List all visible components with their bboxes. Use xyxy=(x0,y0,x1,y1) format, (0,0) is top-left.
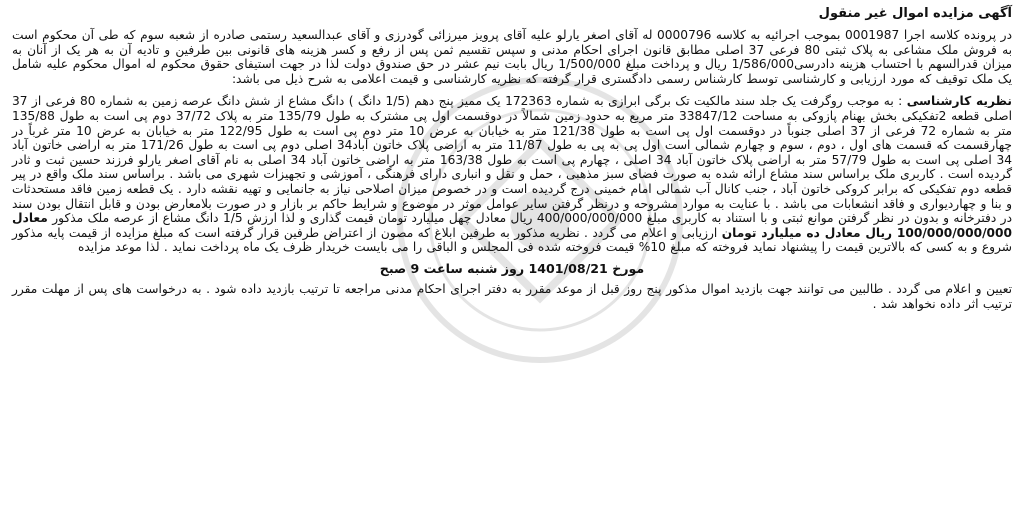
valuation-amount: معادل 100/000/000/000 ریال معادل ده میلیارد تومان xyxy=(12,211,1012,240)
expert-opinion-label: نظریه کارشناسی xyxy=(906,94,1013,109)
auction-date: مورخ 1401/08/21 روز شنبه ساعت 9 صبح xyxy=(379,260,645,276)
notice-paragraph-closing: تعیین و اعلام می گردد . طالبین می توانند جهت بازدید اموال مذکور پنج روز قبل از موعد مقرر به دفتر اجرای احکام مدنی مراجعه تا ترتیب بازدید داده شود . به درخواست های پس از مهلت مقرر ترتیب اثر داده نخواهد شد . xyxy=(12,281,1012,311)
notice-paragraph-expert xyxy=(12,94,1012,255)
notice-paragraph-intro: در پرونده کلاسه اجرا 0001987 بموجب اجرائیه به کلاسه 0000796 له آقای اصغر یارلو علیه آقای پرویز میرزائی گودرزی و آقای عبدالسعید رستمی صادره از شعبه سوم که طی آن محکوم است به فروش ملک مشاعی به پلاک ثبتی 80 فرعی 37 اصلی مطابق قانون اجرای احکام مدنی و سپس تقسیم ثمن پس از رفع و کسر هزینه های قانونی بین طرفین و تادیه آن به هر یک از آنان به میزان قدرالسهم با احتساب هزینه دادرسی1/586/000 ریال و پرداخت مبلغ 1/500/000 ریال بابت نیم عشر در حق صندوق دولت لذا در جهت استیفای حقوق محکوم له اموال محکوم علیه شامل یک ملک توقیف که مورد ارزیابی و کارشناسی توسط کارشناس رسمی دادگستری قرار گرفته که نظریه کارشناسی و قیمت اعلامی به شرح ذیل می باشد: xyxy=(12,28,1012,86)
expert-opinion-text-end: ارزیابی و اعلام می گردد . نظریه مذکور به طرفین ابلاغ که مصون از اعتراض طرفین قرار گرفته است که مبلغ مزایده از قیمت پایه مذکور شروع و به کسی که بالاترین قیمت را پیشنهاد نماید فروخته که مبلغ 10% قیمت فروخته شده فی المجلس و الباقی را می بایست خریدار ظرف یک ماه پرداخت نماید . لذا موعد مزایده xyxy=(12,225,1012,255)
expert-opinion-text: : به موجب روگرفت یک جلد سند مالکیت تک برگی ابرازی به شماره 172363 یک ممیز پنج دهم (1/5 دانگ ) دانگ مشاع از شش دانگ عرصه زمین به شماره 80 فرعی از 37 اصلی قطعه 2تفکیکی بخش بهنام پازوکی به مساحت 33847/12 متر مربع به حدود زمین شمالاً در دوقسمت اول پی مشترک به طول 135/79 متر به پلاک 37/72 دوم پی است به طول 135/88 متر به شماره 72 فرعی از 37 اصلی جنوباً در دوقسمت اول پی است به طول 121/38 متر به خیابان به عرض 10 متر دوم پی است به طول 122/95 متر به خیابان به عرض 10 متر غرباً در چهارقسمت که قسمت های اول ، دوم ، سوم و چهارم شمالی است اول پی به پی به طول 11/87 متر به اراضی پلاک خاتون آباد34 اصلی دوم پی است به طول 171/26 متر به اراضی خاتون آباد 34 اصلی پی است به طول 57/79 متر به اراضی پلاک خاتون آباد 34 اصلی ، چهارم پی است به طول 163/38 متر به اراضی خاتون آباد 34 اصلی به نام آقای اصغر یارلو فرزند حسین ثبت و ثادر گردیده است . کاربری ملک براساس سند مشاع ارائه شده به صورت فضای سبز مذهبی ، حمل و نقل و انباری دارای فرهنگی ، آموزشی و تجهیزات شهری می باشد . براساس سند ملک واقع در پیر قطعه دوم تفکیکی که برابر کروکی خاتون آباد ، جنب کانال آب شمالی امام خمینی درج گردیده است و در خصوص میزان اصلاحی نیاز به جانمایی و تهیه نقشه دارد . یک قطعه زمین فاقد مستحدثات و بنا و چهاردیواری و فاقد انشعابات می باشد . با عنایت به موارد مشروحه و درنظر گرفتن سایر عوامل موثر در موضوع و شرایط حاکم بر بازار و در صورت بلامعارض بودن و قابل انتقال بودن سند در دفترخانه و بدون در نظر گرفتن موانع ثبتی و با استناد به کاربری مبلغ 400/000/000/000 ریال معادل چهل میلیارد تومان قیمت گذاری و لذا ارزش 1/5 دانگ مشاع از عرصه ملک مذکور xyxy=(12,94,1012,226)
notice-title: آگهی مزایده اموال غیر منقول xyxy=(818,6,1012,21)
